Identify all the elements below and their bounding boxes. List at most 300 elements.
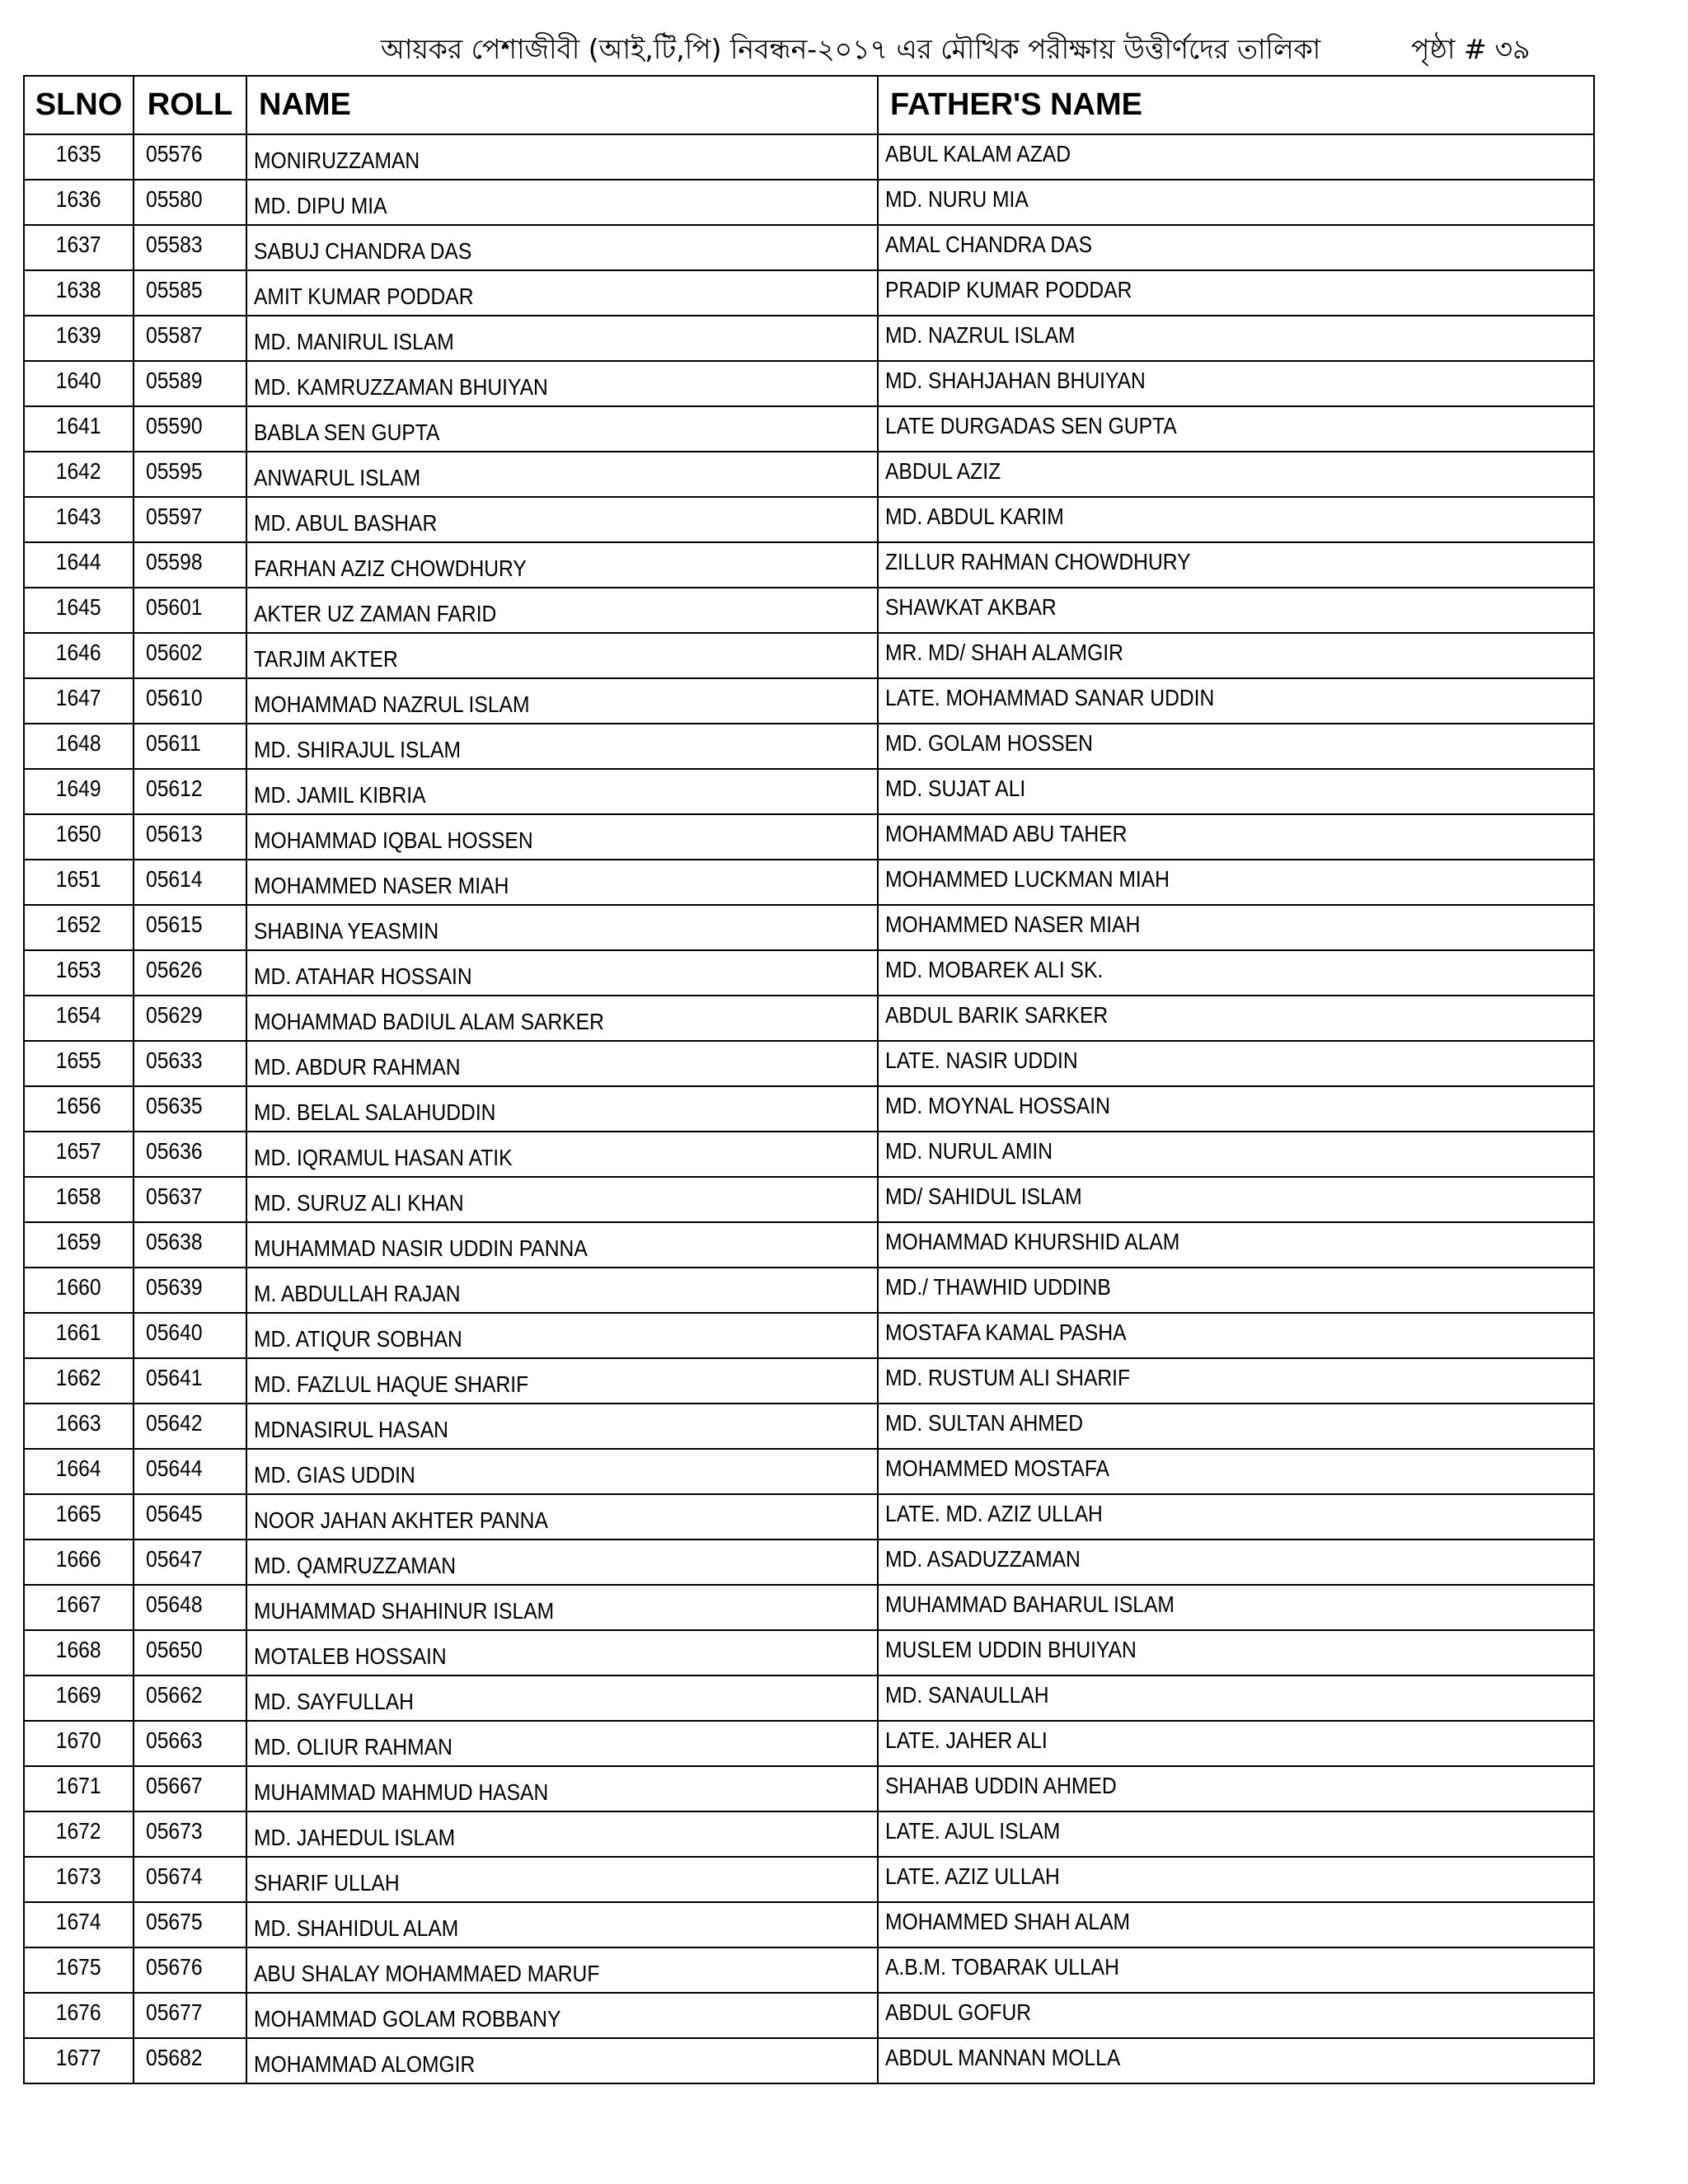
cell-roll: 05585 <box>146 276 203 302</box>
cell-roll: 05635 <box>146 1092 203 1118</box>
cell-fathers-name-container <box>878 1811 1594 1857</box>
cell-slno: 1641 <box>56 412 101 438</box>
table-row <box>24 134 1594 180</box>
cell-roll: 05626 <box>146 956 203 982</box>
cell-roll-container <box>134 996 246 1041</box>
cell-fathers-name: SHAWKAT AKBAR <box>885 593 1057 620</box>
cell-roll: 05597 <box>146 503 203 529</box>
table-row <box>24 1811 1594 1857</box>
cell-fathers-name-container <box>878 996 1594 1041</box>
cell-slno: 1649 <box>56 775 101 801</box>
cell-slno: 1653 <box>56 956 101 982</box>
cell-fathers-name-container <box>878 1177 1594 1222</box>
cell-roll: 05673 <box>146 1817 203 1844</box>
cell-fathers-name: MUHAMMAD BAHARUL ISLAM <box>885 1591 1175 1617</box>
cell-name: AMIT KUMAR PODDAR <box>254 283 474 309</box>
cell-slno-container <box>24 1540 134 1585</box>
cell-roll-container <box>134 860 246 905</box>
cell-name: FARHAN AZIZ CHOWDHURY <box>254 555 527 581</box>
cell-slno: 1652 <box>56 911 101 937</box>
cell-slno: 1676 <box>56 1999 101 2025</box>
cell-name-container <box>246 1630 878 1675</box>
cell-name-container <box>246 633 878 678</box>
cell-fathers-name: LATE. JAHER ALI <box>885 1727 1048 1753</box>
cell-name: SHABINA YEASMIN <box>254 917 439 944</box>
cell-name-container <box>246 361 878 406</box>
cell-roll-container <box>134 406 246 452</box>
page-label: পৃষ্ঠা # <box>1411 33 1487 65</box>
cell-slno: 1646 <box>56 639 101 665</box>
cell-fathers-name: LATE. AZIZ ULLAH <box>885 1863 1060 1889</box>
cell-roll-container <box>134 1041 246 1086</box>
cell-slno-container <box>24 1041 134 1086</box>
cell-slno-container <box>24 452 134 497</box>
table-row <box>24 361 1594 406</box>
cell-roll-container <box>134 588 246 633</box>
cell-name: ABU SHALAY MOHAMMAED MARUF <box>254 1960 600 1986</box>
cell-fathers-name-container <box>878 2038 1594 2083</box>
cell-name: NOOR JAHAN AKHTER PANNA <box>254 1507 548 1533</box>
cell-slno-container <box>24 1857 134 1902</box>
cell-name-container <box>246 225 878 270</box>
cell-name-container <box>246 1811 878 1857</box>
cell-roll-container <box>134 1585 246 1630</box>
cell-fathers-name: MD. SANAULLAH <box>885 1681 1049 1708</box>
cell-fathers-name: A.B.M. TOBARAK ULLAH <box>885 1953 1119 1980</box>
cell-fathers-name: MD. SHAHJAHAN BHUIYAN <box>885 367 1146 393</box>
cell-roll: 05674 <box>146 1863 203 1889</box>
column-header-slno: SLNO <box>24 76 134 134</box>
cell-fathers-name-container <box>878 1540 1594 1585</box>
table-row <box>24 1721 1594 1766</box>
cell-roll-container <box>134 1449 246 1494</box>
cell-name: M. ABDULLAH RAJAN <box>254 1280 461 1306</box>
cell-slno: 1661 <box>56 1319 101 1345</box>
cell-roll: 05587 <box>146 321 203 348</box>
cell-fathers-name: MD. SULTAN AHMED <box>885 1409 1084 1436</box>
cell-fathers-name-container <box>878 1630 1594 1675</box>
cell-fathers-name-container <box>878 1132 1594 1177</box>
cell-slno-container <box>24 2038 134 2083</box>
cell-slno: 1666 <box>56 1545 101 1572</box>
cell-roll: 05611 <box>146 729 201 756</box>
cell-name: MD. FAZLUL HAQUE SHARIF <box>254 1371 529 1397</box>
cell-roll: 05601 <box>146 593 203 620</box>
cell-roll-container <box>134 950 246 996</box>
cell-name-container <box>246 1857 878 1902</box>
table-row <box>24 1177 1594 1222</box>
cell-fathers-name: ABDUL AZIZ <box>885 457 1001 484</box>
cell-slno: 1675 <box>56 1953 101 1980</box>
cell-name-container <box>246 406 878 452</box>
cell-fathers-name: MOHAMMAD ABU TAHER <box>885 820 1128 846</box>
table-row <box>24 316 1594 361</box>
cell-fathers-name: MOHAMMAD KHURSHID ALAM <box>885 1228 1180 1254</box>
cell-name: MD. DIPU MIA <box>254 192 387 218</box>
cell-name: MD. JAHEDUL ISLAM <box>254 1824 456 1850</box>
cell-fathers-name: SHAHAB UDDIN AHMED <box>885 1772 1117 1798</box>
cell-slno-container <box>24 905 134 950</box>
cell-slno: 1655 <box>56 1047 101 1073</box>
cell-roll: 05610 <box>146 684 203 710</box>
table-row <box>24 724 1594 769</box>
cell-name-container <box>246 270 878 316</box>
cell-slno: 1658 <box>56 1183 101 1209</box>
table-header-row <box>24 76 1594 134</box>
cell-name: MD. QAMRUZZAMAN <box>254 1552 457 1578</box>
cell-fathers-name: MOHAMMED LUCKMAN MIAH <box>885 865 1170 892</box>
cell-name-container <box>246 542 878 588</box>
table-row <box>24 633 1594 678</box>
cell-fathers-name: MD./ THAWHID UDDINB <box>885 1273 1111 1300</box>
cell-fathers-name-container <box>878 588 1594 633</box>
cell-fathers-name: MD. NURU MIA <box>885 185 1029 212</box>
cell-roll-container <box>134 2038 246 2083</box>
cell-fathers-name-container <box>878 1268 1594 1313</box>
cell-fathers-name-container <box>878 225 1594 270</box>
cell-name-container <box>246 1177 878 1222</box>
cell-roll-container <box>134 769 246 814</box>
cell-slno: 1650 <box>56 820 101 846</box>
cell-name: MOHAMMAD IQBAL HOSSEN <box>254 827 533 853</box>
cell-slno: 1651 <box>56 865 101 892</box>
cell-slno: 1660 <box>56 1273 101 1300</box>
cell-name-container <box>246 1404 878 1449</box>
cell-name: MOHAMMED NASER MIAH <box>254 872 509 898</box>
table-row <box>24 1947 1594 1993</box>
cell-fathers-name-container <box>878 1947 1594 1993</box>
cell-fathers-name-container <box>878 724 1594 769</box>
cell-roll: 05576 <box>146 140 203 166</box>
table-row <box>24 452 1594 497</box>
column-header-fathers-name: FATHER'S NAME <box>878 76 1594 134</box>
cell-fathers-name-container <box>878 1313 1594 1358</box>
cell-name-container <box>246 1540 878 1585</box>
cell-name: SABUJ CHANDRA DAS <box>254 237 472 264</box>
cell-slno-container <box>24 724 134 769</box>
cell-slno-container <box>24 316 134 361</box>
cell-name-container <box>246 1766 878 1811</box>
cell-fathers-name-container <box>878 769 1594 814</box>
cell-slno-container <box>24 1811 134 1857</box>
cell-roll-container <box>134 180 246 225</box>
cell-fathers-name-container <box>878 860 1594 905</box>
cell-slno-container <box>24 406 134 452</box>
table-row <box>24 1041 1594 1086</box>
cell-name: TARJIM AKTER <box>254 645 398 672</box>
cell-roll-container <box>134 542 246 588</box>
cell-name: MD. JAMIL KIBRIA <box>254 781 426 808</box>
cell-name-container <box>246 1449 878 1494</box>
cell-fathers-name-container <box>878 1449 1594 1494</box>
column-header-name: NAME <box>246 76 878 134</box>
cell-name-container <box>246 1902 878 1947</box>
cell-fathers-name: MOHAMMED SHAH ALAM <box>885 1908 1131 1934</box>
cell-slno-container <box>24 1132 134 1177</box>
cell-name-container <box>246 1268 878 1313</box>
cell-slno: 1667 <box>56 1591 101 1617</box>
cell-name-container <box>246 950 878 996</box>
cell-slno-container <box>24 950 134 996</box>
cell-slno: 1642 <box>56 457 101 484</box>
cell-fathers-name-container <box>878 1721 1594 1766</box>
cell-roll-container <box>134 1313 246 1358</box>
table-row <box>24 996 1594 1041</box>
cell-name-container <box>246 1993 878 2038</box>
page-number: ৩৯ <box>1494 33 1531 65</box>
cell-fathers-name-container <box>878 180 1594 225</box>
cell-fathers-name: MR. MD/ SHAH ALAMGIR <box>885 639 1123 665</box>
cell-name-container <box>246 860 878 905</box>
cell-fathers-name-container <box>878 1766 1594 1811</box>
cell-name: MUHAMMAD MAHMUD HASAN <box>254 1779 549 1805</box>
cell-roll-container <box>134 1993 246 2038</box>
table-row <box>24 1993 1594 2038</box>
cell-fathers-name-container <box>878 270 1594 316</box>
table-row <box>24 860 1594 905</box>
cell-roll: 05636 <box>146 1137 203 1164</box>
cell-name-container <box>246 1041 878 1086</box>
table-row <box>24 1675 1594 1721</box>
table-row <box>24 1086 1594 1132</box>
table-row <box>24 1494 1594 1540</box>
table-row <box>24 950 1594 996</box>
cell-name: MD. KAMRUZZAMAN BHUIYAN <box>254 373 548 400</box>
cell-name-container <box>246 134 878 180</box>
cell-name: MDNASIRUL HASAN <box>254 1416 448 1442</box>
cell-roll-container <box>134 1947 246 1993</box>
cell-slno-container <box>24 1313 134 1358</box>
cell-name: MD. BELAL SALAHUDDIN <box>254 1099 496 1125</box>
cell-slno-container <box>24 1721 134 1766</box>
cell-name: MUHAMMAD NASIR UDDIN PANNA <box>254 1235 588 1261</box>
cell-fathers-name-container <box>878 1404 1594 1449</box>
cell-name-container <box>246 996 878 1041</box>
cell-fathers-name-container <box>878 316 1594 361</box>
cell-roll-container <box>134 1177 246 1222</box>
cell-slno: 1637 <box>56 231 101 257</box>
cell-slno-container <box>24 1585 134 1630</box>
cell-slno: 1644 <box>56 548 101 574</box>
cell-fathers-name-container <box>878 1358 1594 1404</box>
cell-name: MD. ABUL BASHAR <box>254 509 438 536</box>
cell-roll-container <box>134 1222 246 1268</box>
cell-roll: 05676 <box>146 1953 203 1980</box>
cell-fathers-name: MD. ABDUL KARIM <box>885 503 1064 529</box>
cell-name-container <box>246 1313 878 1358</box>
cell-fathers-name-container <box>878 1041 1594 1086</box>
cell-slno-container <box>24 542 134 588</box>
cell-fathers-name: MD. GOLAM HOSSEN <box>885 729 1093 756</box>
cell-fathers-name: LATE. MOHAMMAD SANAR UDDIN <box>885 684 1215 710</box>
cell-roll: 05644 <box>146 1455 203 1481</box>
cell-fathers-name: MD. NURUL AMIN <box>885 1137 1053 1164</box>
cell-roll: 05590 <box>146 412 203 438</box>
cell-slno: 1643 <box>56 503 101 529</box>
table-row <box>24 180 1594 225</box>
table-row <box>24 769 1594 814</box>
cell-name-container <box>246 1585 878 1630</box>
cell-roll: 05639 <box>146 1273 203 1300</box>
cell-name-container <box>246 678 878 724</box>
table-row <box>24 588 1594 633</box>
cell-roll-container <box>134 1675 246 1721</box>
cell-slno: 1674 <box>56 1908 101 1934</box>
cell-fathers-name-container <box>878 1902 1594 1947</box>
cell-roll: 05589 <box>146 367 203 393</box>
cell-roll: 05663 <box>146 1727 203 1753</box>
cell-name: MD. ATAHAR HOSSAIN <box>254 963 472 989</box>
cell-roll: 05675 <box>146 1908 203 1934</box>
cell-slno-container <box>24 1902 134 1947</box>
table-row <box>24 1902 1594 1947</box>
cell-name: SHARIF ULLAH <box>254 1869 400 1896</box>
table-row <box>24 814 1594 860</box>
cell-slno: 1648 <box>56 729 101 756</box>
cell-roll-container <box>134 905 246 950</box>
cell-fathers-name: MD. NAZRUL ISLAM <box>885 321 1076 348</box>
column-header-roll: ROLL <box>134 76 246 134</box>
cell-name: MD. SAYFULLAH <box>254 1688 414 1714</box>
document-title: আয়কর পেশাজীবী (আই,টি,পি) নিবন্ধন-২০১৭ এর মৌখিক পরীক্ষায় উত্তীর্ণদের তালিকা <box>381 33 1321 65</box>
cell-name: MD. ABDUR RAHMAN <box>254 1053 461 1080</box>
cell-name: MONIRUZZAMAN <box>254 147 420 173</box>
table-row <box>24 270 1594 316</box>
cell-fathers-name-container <box>878 633 1594 678</box>
cell-slno-container <box>24 1449 134 1494</box>
cell-fathers-name: MOHAMMED MOSTAFA <box>885 1455 1109 1481</box>
table-row <box>24 1585 1594 1630</box>
cell-fathers-name: ABUL KALAM AZAD <box>885 140 1071 166</box>
cell-slno: 1639 <box>56 321 101 348</box>
cell-fathers-name-container <box>878 497 1594 542</box>
cell-roll-container <box>134 1132 246 1177</box>
cell-roll-container <box>134 1630 246 1675</box>
cell-slno-container <box>24 860 134 905</box>
cell-slno: 1664 <box>56 1455 101 1481</box>
cell-slno: 1659 <box>56 1228 101 1254</box>
cell-name: MD. SURUZ ALI KHAN <box>254 1189 464 1216</box>
cell-roll: 05629 <box>146 1001 203 1028</box>
cell-roll: 05667 <box>146 1772 203 1798</box>
cell-slno-container <box>24 1947 134 1993</box>
cell-name-container <box>246 1222 878 1268</box>
table-row <box>24 1268 1594 1313</box>
cell-fathers-name: LATE. NASIR UDDIN <box>885 1047 1078 1073</box>
cell-roll-container <box>134 1268 246 1313</box>
cell-name-container <box>246 769 878 814</box>
cell-name-container <box>246 497 878 542</box>
cell-fathers-name: MD. MOBAREK ALI SK. <box>885 956 1104 982</box>
cell-fathers-name-container <box>878 1993 1594 2038</box>
table-row <box>24 1358 1594 1404</box>
page-header <box>0 25 1688 74</box>
cell-roll: 05595 <box>146 457 203 484</box>
cell-name: MD. SHIRAJUL ISLAM <box>254 736 462 762</box>
cell-roll: 05633 <box>146 1047 203 1073</box>
cell-roll-container <box>134 724 246 769</box>
cell-slno-container <box>24 1675 134 1721</box>
cell-name: MOHAMMAD NAZRUL ISLAM <box>254 691 530 717</box>
cell-fathers-name-container <box>878 1494 1594 1540</box>
cell-slno: 1663 <box>56 1409 101 1436</box>
cell-name-container <box>246 1721 878 1766</box>
table-row <box>24 497 1594 542</box>
cell-fathers-name: LATE. MD. AZIZ ULLAH <box>885 1500 1103 1526</box>
cell-name-container <box>246 2038 878 2083</box>
cell-fathers-name: MUSLEM UDDIN BHUIYAN <box>885 1636 1137 1662</box>
cell-name: BABLA SEN GUPTA <box>254 419 440 445</box>
cell-fathers-name: MOHAMMED NASER MIAH <box>885 911 1141 937</box>
table-row <box>24 1313 1594 1358</box>
cell-name: MD. MANIRUL ISLAM <box>254 328 454 354</box>
table-row <box>24 678 1594 724</box>
cell-fathers-name-container <box>878 1857 1594 1902</box>
cell-fathers-name: MOSTAFA KAMAL PASHA <box>885 1319 1127 1345</box>
cell-slno: 1671 <box>56 1772 101 1798</box>
table-row <box>24 1132 1594 1177</box>
cell-name: MD. GIAS UDDIN <box>254 1461 415 1488</box>
cell-slno: 1657 <box>56 1137 101 1164</box>
cell-roll: 05640 <box>146 1319 203 1345</box>
cell-slno-container <box>24 588 134 633</box>
cell-roll-container <box>134 1086 246 1132</box>
cell-fathers-name-container <box>878 950 1594 996</box>
table-row <box>24 1449 1594 1494</box>
table-body <box>24 134 1594 2083</box>
results-table <box>23 75 1595 2084</box>
cell-roll: 05613 <box>146 820 203 846</box>
cell-roll-container <box>134 1721 246 1766</box>
cell-slno-container <box>24 1268 134 1313</box>
table-row <box>24 1540 1594 1585</box>
cell-roll: 05637 <box>146 1183 203 1209</box>
cell-roll-container <box>134 1540 246 1585</box>
cell-roll: 05583 <box>146 231 203 257</box>
table-row <box>24 1766 1594 1811</box>
cell-slno-container <box>24 270 134 316</box>
cell-roll: 05638 <box>146 1228 203 1254</box>
cell-slno: 1672 <box>56 1817 101 1844</box>
cell-slno: 1665 <box>56 1500 101 1526</box>
cell-roll-container <box>134 225 246 270</box>
cell-slno-container <box>24 633 134 678</box>
cell-slno: 1669 <box>56 1681 101 1708</box>
cell-roll-container <box>134 1494 246 1540</box>
cell-roll-container <box>134 1811 246 1857</box>
cell-name: AKTER UZ ZAMAN FARID <box>254 600 497 626</box>
cell-roll: 05662 <box>146 1681 203 1708</box>
cell-slno: 1636 <box>56 185 101 212</box>
cell-roll: 05580 <box>146 185 203 212</box>
cell-slno: 1654 <box>56 1001 101 1028</box>
cell-fathers-name-container <box>878 1222 1594 1268</box>
cell-roll-container <box>134 452 246 497</box>
cell-slno-container <box>24 1177 134 1222</box>
cell-name-container <box>246 1675 878 1721</box>
cell-roll: 05598 <box>146 548 203 574</box>
cell-slno-container <box>24 497 134 542</box>
cell-roll-container <box>134 270 246 316</box>
cell-slno: 1677 <box>56 2044 101 2070</box>
cell-name: ANWARUL ISLAM <box>254 464 421 490</box>
cell-slno-container <box>24 1222 134 1268</box>
cell-name: MUHAMMAD SHAHINUR ISLAM <box>254 1597 555 1624</box>
cell-fathers-name: MD. SUJAT ALI <box>885 775 1026 801</box>
cell-roll: 05682 <box>146 2044 203 2070</box>
cell-roll: 05612 <box>146 775 203 801</box>
cell-fathers-name-container <box>878 542 1594 588</box>
